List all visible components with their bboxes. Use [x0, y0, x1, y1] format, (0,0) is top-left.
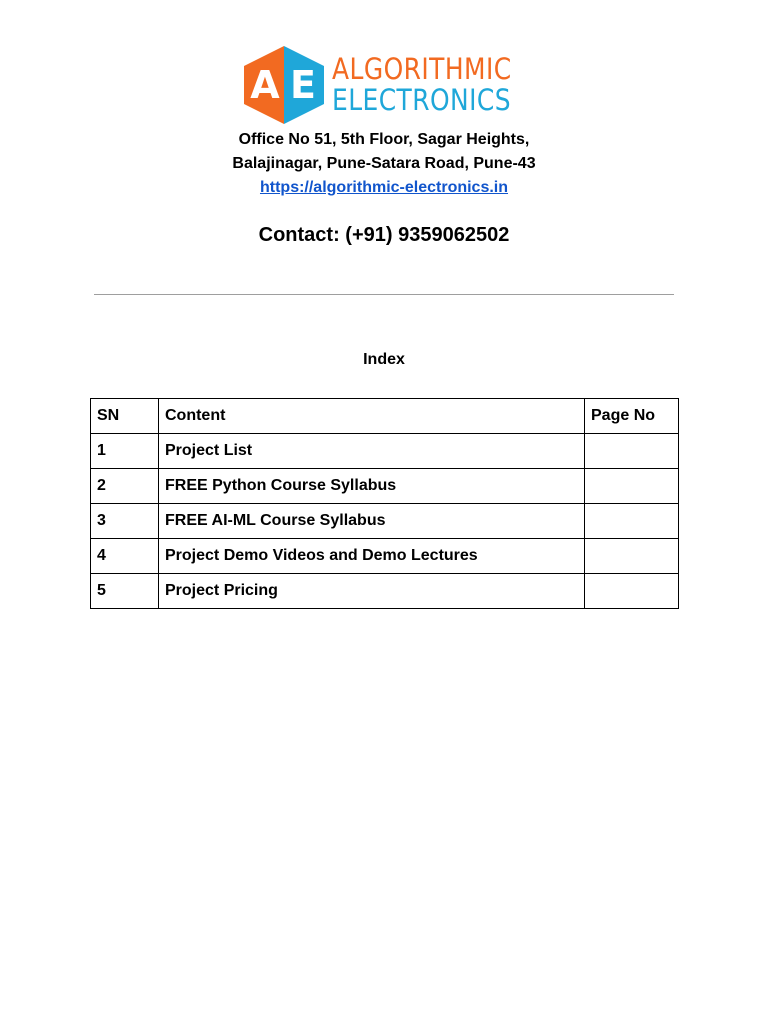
logo-word-electronics: ELECTRONICS — [332, 83, 512, 117]
company-logo — [244, 46, 534, 124]
cell-content: FREE AI-ML Course Syllabus — [159, 504, 585, 539]
cell-sn: 3 — [91, 504, 159, 539]
cell-page-no — [585, 504, 679, 539]
address-line-1: Office No 51, 5th Floor, Sagar Heights, — [238, 131, 530, 148]
cell-page-no — [585, 434, 679, 469]
cell-sn: 1 — [91, 434, 159, 469]
logo-letter-a: A — [250, 63, 280, 107]
contact-phone: Contact: (+91) 9359062502 — [258, 224, 510, 246]
table-row — [91, 504, 679, 539]
logo-letter-e: E — [290, 63, 316, 107]
cell-content: Project Demo Videos and Demo Lectures — [159, 539, 585, 574]
header-sn: SN — [91, 399, 159, 434]
table-row — [91, 469, 679, 504]
logo-hexagon-icon — [244, 46, 324, 124]
website-link[interactable]: https://algorithmic-electronics.in — [259, 179, 509, 196]
cell-content: Project List — [159, 434, 585, 469]
horizontal-divider — [94, 294, 674, 295]
cell-sn: 5 — [91, 574, 159, 609]
cell-sn: 2 — [91, 469, 159, 504]
index-table — [90, 398, 679, 609]
table-row — [91, 539, 679, 574]
index-title: Index — [363, 351, 405, 368]
cell-content: FREE Python Course Syllabus — [159, 469, 585, 504]
cell-page-no — [585, 469, 679, 504]
logo-wordmark — [332, 52, 541, 117]
header-content: Content — [159, 399, 585, 434]
table-row — [91, 434, 679, 469]
office-address — [0, 128, 768, 200]
cell-sn: 4 — [91, 539, 159, 574]
header-page-no: Page No — [585, 399, 679, 434]
table-header-row — [91, 399, 679, 434]
table-row — [91, 574, 679, 609]
logo-word-algorithmic: ALGORITHMIC — [332, 52, 512, 86]
cell-page-no — [585, 539, 679, 574]
cell-content: Project Pricing — [159, 574, 585, 609]
cell-page-no — [585, 574, 679, 609]
address-line-2: Balajinagar, Pune-Satara Road, Pune-43 — [232, 155, 536, 172]
